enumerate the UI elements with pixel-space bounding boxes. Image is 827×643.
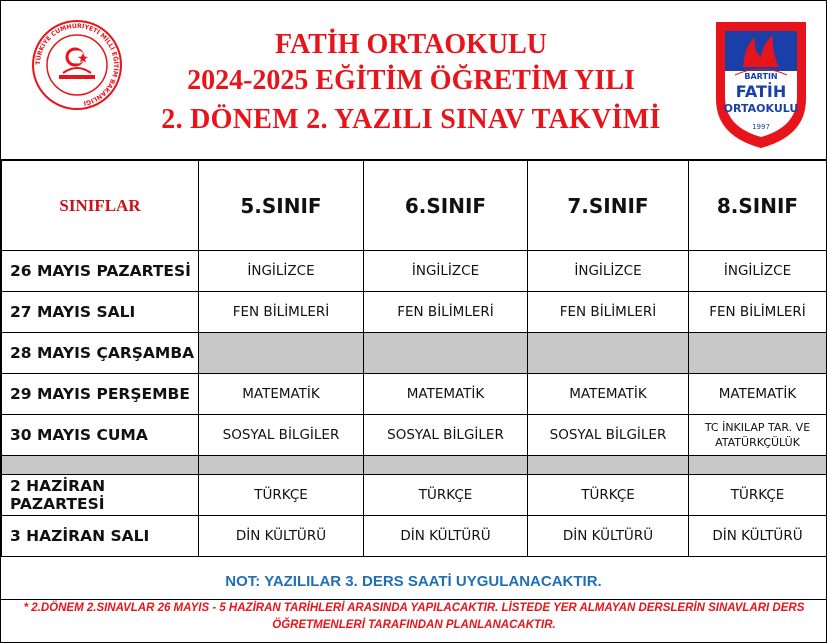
ministry-logo	[31, 19, 123, 111]
table-row	[2, 374, 827, 415]
exam-cell: FEN BİLİMLERİ	[199, 292, 364, 333]
column-header-grade-6: 6.SINIF	[364, 161, 528, 251]
exam-schedule-title: 2. DÖNEM 2. YAZILI SINAV TAKVİMİ	[161, 104, 661, 135]
table-row	[2, 415, 827, 456]
column-header-grade-5: 5.SINIF	[199, 161, 364, 251]
svg-text:1997: 1997	[752, 123, 770, 131]
exam-cell: İNGİLİZCE	[364, 251, 528, 292]
exam-cell: TÜRKÇE	[528, 475, 689, 516]
table-row-empty	[2, 333, 827, 374]
exam-cell: İNGİLİZCE	[199, 251, 364, 292]
exam-cell: DİN KÜLTÜRÜ	[689, 516, 827, 557]
exam-cell: TÜRKÇE	[364, 475, 528, 516]
exam-cell: MATEMATİK	[364, 374, 528, 415]
exam-cell: SOSYAL BİLGİLER	[199, 415, 364, 456]
exam-cell: İNGİLİZCE	[528, 251, 689, 292]
exam-cell: DİN KÜLTÜRÜ	[199, 516, 364, 557]
exam-cell: MATEMATİK	[199, 374, 364, 415]
exam-cell: DİN KÜLTÜRÜ	[528, 516, 689, 557]
table-row	[2, 292, 827, 333]
row-date: 27 MAYIS SALI	[2, 292, 199, 333]
classes-corner-label: SINIFLAR	[2, 161, 199, 251]
school-shield-logo	[709, 15, 813, 151]
svg-text:FATİH: FATİH	[735, 82, 787, 101]
row-date: 2 HAZİRAN PAZARTESİ	[2, 475, 199, 516]
svg-text:TÜRKİYE CUMHURİYETİ MİLLİ EĞİT: TÜRKİYE CUMHURİYETİ MİLLİ EĞİTİM BAKANLIĞI	[34, 22, 120, 107]
separator-cell	[2, 456, 199, 475]
separator-cell	[528, 456, 689, 475]
table-row	[2, 475, 827, 516]
table-row-separator	[2, 456, 827, 475]
academic-year: 2024-2025 EĞİTİM ÖĞRETİM YILI	[187, 65, 635, 96]
exam-cell: FEN BİLİMLERİ	[364, 292, 528, 333]
table-row	[2, 251, 827, 292]
footnote: * 2.DÖNEM 2.SINAVLAR 26 MAYIS - 5 HAZİRAN TARİHLERİ ARASINDA YAPILACAKTIR. LİSTEDE YER ALMAYAN DERSLERİN SINAVLARI DERS ÖĞRETMENLERİ TARAFINDAN PLANLANACAKTIR.	[23, 602, 805, 631]
exam-cell: SOSYAL BİLGİLER	[528, 415, 689, 456]
row-date: 28 MAYIS ÇARŞAMBA	[2, 333, 199, 374]
exam-schedule-table	[1, 160, 827, 557]
exam-cell-empty	[199, 333, 364, 374]
exam-hour-note: NOT: YAZILILAR 3. DERS SAATİ UYGULANACAKTIR.	[1, 563, 826, 600]
table-row	[2, 516, 827, 557]
exam-cell-empty	[689, 333, 827, 374]
exam-cell: FEN BİLİMLERİ	[528, 292, 689, 333]
exam-cell: FEN BİLİMLERİ	[689, 292, 827, 333]
column-header-grade-8: 8.SINIF	[689, 161, 827, 251]
separator-cell	[199, 456, 364, 475]
exam-cell: SOSYAL BİLGİLER	[364, 415, 528, 456]
exam-cell: TC İNKILAP TAR. VE ATATÜRKÇÜLÜK	[689, 415, 827, 456]
exam-cell-empty	[528, 333, 689, 374]
svg-text:ORTAOKULU: ORTAOKULU	[723, 102, 799, 115]
table-header-row	[2, 161, 827, 251]
separator-cell	[689, 456, 827, 475]
exam-cell: TÜRKÇE	[689, 475, 827, 516]
school-title: FATİH ORTAOKULU	[274, 29, 548, 60]
separator-cell	[364, 456, 528, 475]
exam-cell: MATEMATİK	[689, 374, 827, 415]
svg-text:BARTIN: BARTIN	[744, 72, 778, 81]
header	[1, 1, 826, 160]
exam-cell-empty	[364, 333, 528, 374]
column-header-grade-7: 7.SINIF	[528, 161, 689, 251]
exam-cell: MATEMATİK	[528, 374, 689, 415]
row-date: 26 MAYIS PAZARTESİ	[2, 251, 199, 292]
row-date: 29 MAYIS PERŞEMBE	[2, 374, 199, 415]
exam-cell: DİN KÜLTÜRÜ	[364, 516, 528, 557]
exam-cell: İNGİLİZCE	[689, 251, 827, 292]
exam-cell: TÜRKÇE	[199, 475, 364, 516]
row-date: 30 MAYIS CUMA	[2, 415, 199, 456]
row-date: 3 HAZİRAN SALI	[2, 516, 199, 557]
